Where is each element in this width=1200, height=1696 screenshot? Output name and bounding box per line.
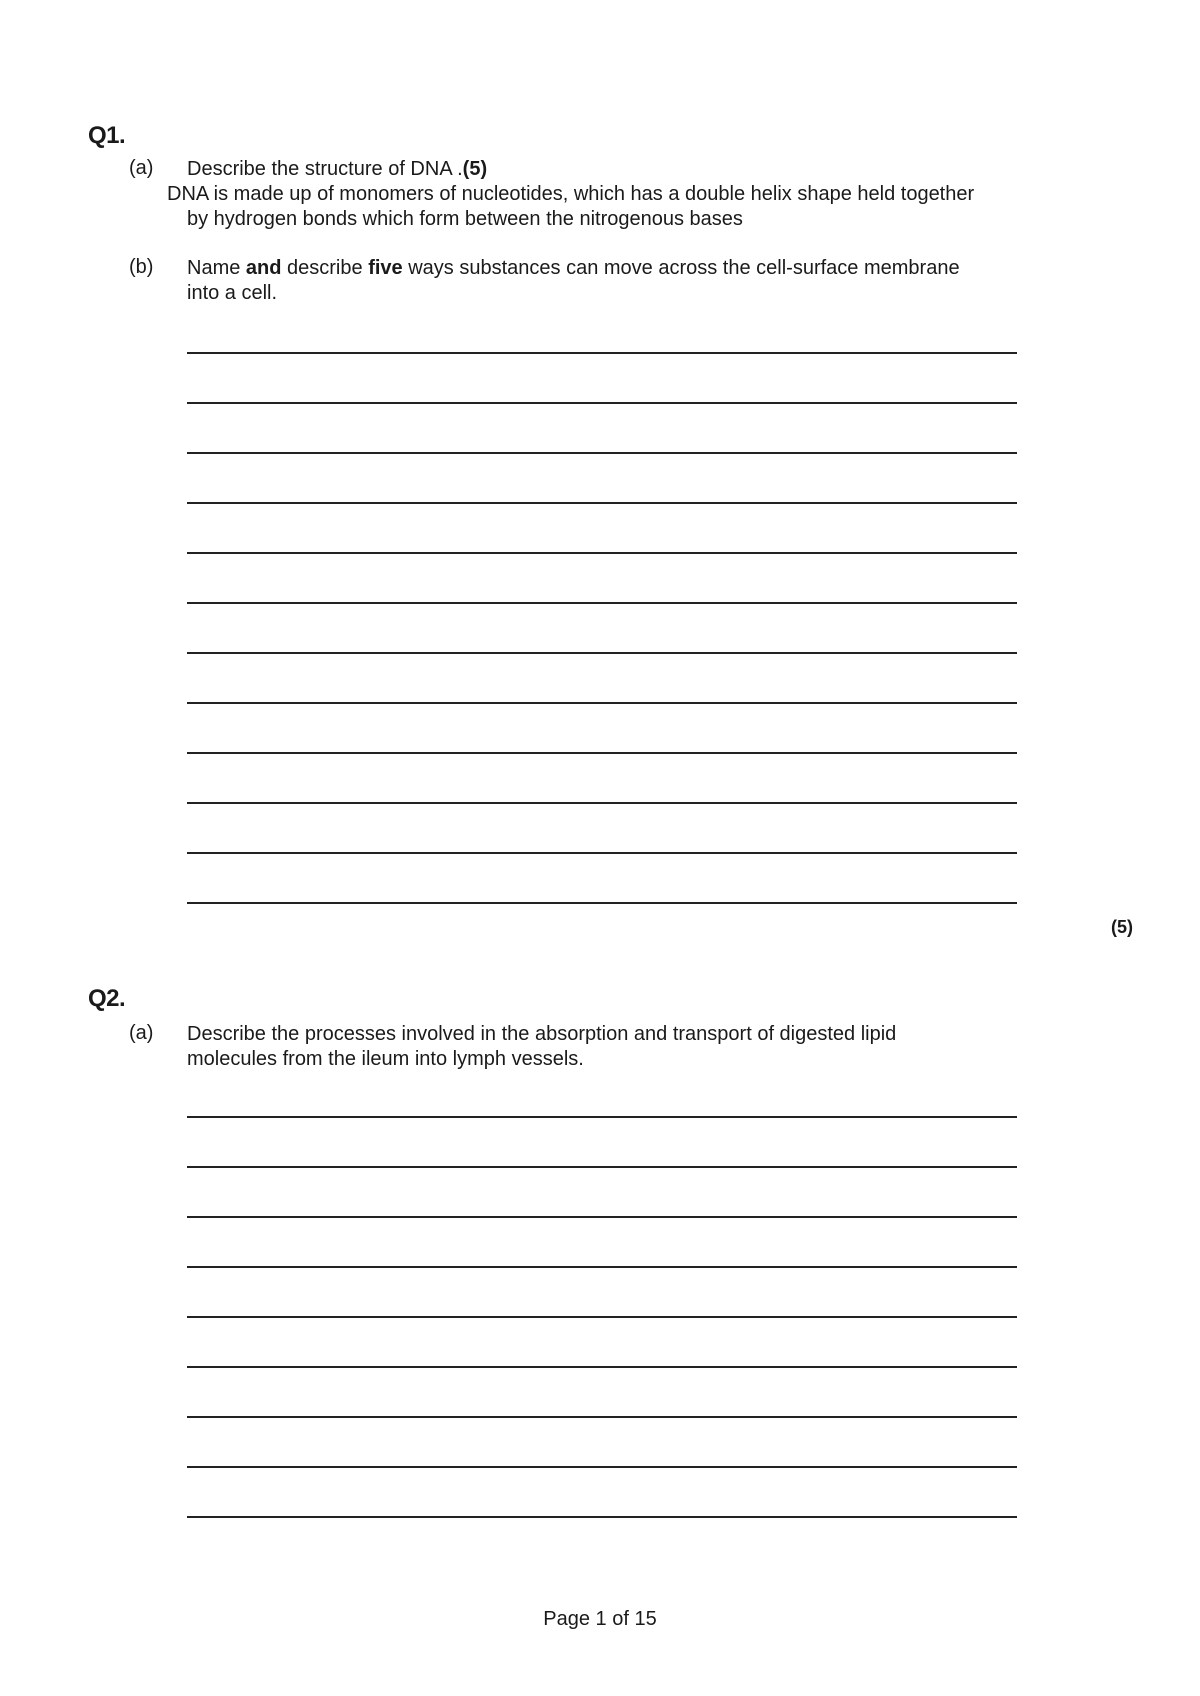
q1-part-b-text-2: describe bbox=[281, 257, 369, 279]
q1-part-a-question-text: Describe the structure of DNA . bbox=[187, 158, 463, 180]
q1-part-a-question bbox=[187, 157, 1087, 182]
q1-part-b-label: (b) bbox=[129, 256, 154, 278]
q1-part-b-answer-line[interactable] bbox=[187, 402, 1017, 404]
q1-part-b-answer-line[interactable] bbox=[187, 352, 1017, 354]
q1-part-b-answer-line[interactable] bbox=[187, 552, 1017, 554]
q2-part-a-label: (a) bbox=[129, 1022, 154, 1044]
q1-part-b-answer-line[interactable] bbox=[187, 702, 1017, 704]
q2-part-a-answer-line[interactable] bbox=[187, 1216, 1017, 1218]
q1-part-a-label: (a) bbox=[129, 157, 154, 179]
q1-part-a-answer-line-2: by hydrogen bonds which form between the nitrogenous bases bbox=[187, 208, 743, 230]
q1-part-b-answer-line[interactable] bbox=[187, 602, 1017, 604]
question-1-heading: Q1. bbox=[88, 122, 126, 149]
q1-part-b-bold-and: and bbox=[245, 257, 282, 279]
q1-part-a-marks: (5) bbox=[462, 158, 488, 180]
q2-part-a-answer-line[interactable] bbox=[187, 1366, 1017, 1368]
q1-part-b-text-line-2: into a cell. bbox=[187, 282, 278, 304]
q1-part-b-text-3: ways substances can move across the cell-surface membrane bbox=[402, 257, 960, 279]
q1-part-b-marks: (5) bbox=[1111, 917, 1133, 937]
q2-part-a-answer-line[interactable] bbox=[187, 1416, 1017, 1418]
q1-part-a-answer bbox=[167, 182, 1087, 232]
q1-part-b-answer-line[interactable] bbox=[187, 802, 1017, 804]
q2-part-a-answer-line[interactable] bbox=[187, 1166, 1017, 1168]
q1-part-b-answer-line[interactable] bbox=[187, 752, 1017, 754]
q2-part-a-text-line-2: molecules from the ileum into lymph vessels. bbox=[187, 1048, 584, 1070]
q2-part-a-answer-line[interactable] bbox=[187, 1466, 1017, 1468]
q2-part-a-question bbox=[187, 1022, 1087, 1072]
q1-part-b-answer-line[interactable] bbox=[187, 452, 1017, 454]
q1-part-b-answer-line[interactable] bbox=[187, 502, 1017, 504]
q2-part-a-answer-line[interactable] bbox=[187, 1316, 1017, 1318]
q1-part-b-text-1: Name bbox=[187, 257, 246, 279]
q1-part-a-answer-line-1: DNA is made up of monomers of nucleotides, which has a double helix shape held together bbox=[167, 183, 975, 205]
q2-part-a-answer-line[interactable] bbox=[187, 1516, 1017, 1518]
q1-part-b-question bbox=[187, 256, 1087, 306]
q1-part-b-answer-line[interactable] bbox=[187, 652, 1017, 654]
q2-part-a-answer-line[interactable] bbox=[187, 1266, 1017, 1268]
page-number: Page 1 of 15 bbox=[543, 1608, 657, 1630]
q1-part-b-answer-line[interactable] bbox=[187, 852, 1017, 854]
question-2-heading: Q2. bbox=[88, 985, 126, 1012]
q1-part-b-bold-five: five bbox=[368, 257, 403, 279]
q2-part-a-answer-line[interactable] bbox=[187, 1116, 1017, 1118]
q2-part-a-text-line-1: Describe the processes involved in the absorption and transport of digested lipid bbox=[187, 1023, 897, 1045]
q1-part-b-answer-line[interactable] bbox=[187, 902, 1017, 904]
